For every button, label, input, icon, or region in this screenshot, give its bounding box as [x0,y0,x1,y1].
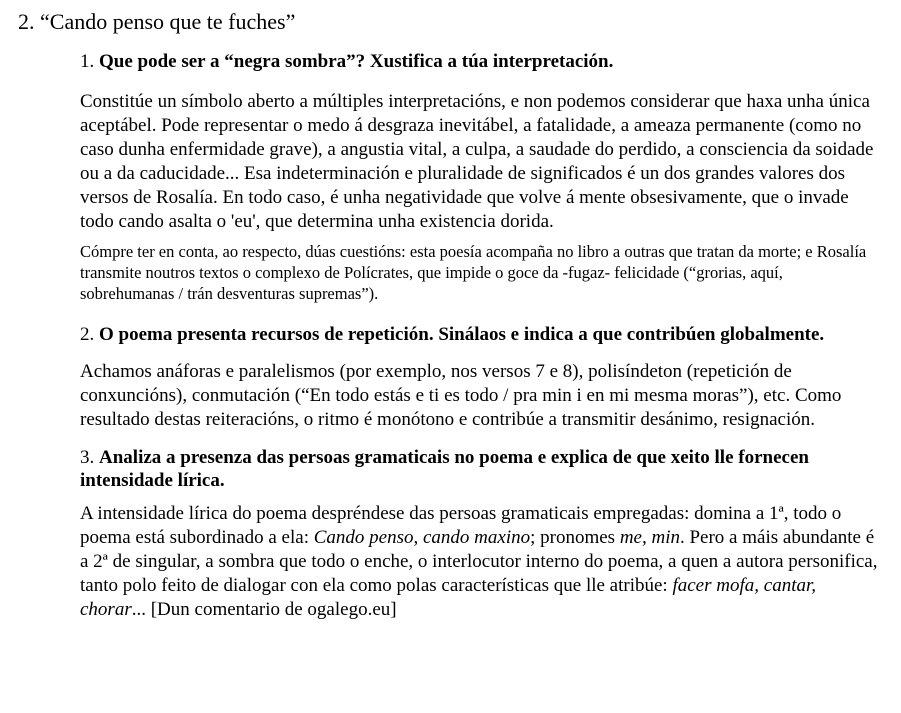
answer-1: Constitúe un símbolo aberto a múltiples interpretacións, e non podemos considerar que haxa unha única aceptábel. Pode representar o medo á desgraza inevitábel, a fatalidade, a ameaza permanente (como no caso dunha enfermidade grave), a angustia vital, a culpa, a saudade do perdido, a consciencia da soidade ou a da caducidade... Esa indeterminación e pluralidade de significados é un dos grandes valores dos versos de Rosalía. En todo caso, é unha negatividade que volve á mente obsesivamente, que o invade todo cando asalta o 'eu', que determina unha existencia dorida. [80,91,874,232]
answer-1-note: Cómpre ter en conta, ao respecto, dúas cuestións: esta poesía acompaña no libro a outras que tratan da morte; e Rosalía transmite noutros textos o complexo de Polícrates, que impide o goce da -fugaz- felicidade (“grorias, aquí, sobrehumanas / trán desventuras supremas”). [80,242,867,303]
answer-3-italic-3: facer mofa, cantar, chorar [80,575,817,620]
question-2-text: O poema presenta recursos de repetición. Sinálaos e indica a que contribúen globalmente. [99,324,825,345]
question-2 [80,323,880,346]
answer-3-part-5: . Pero a máis abundante é a 2ª de singular, a sombra que todo o enche, o interlocutor interno do poema, a quen a autora personifica, tanto polo feito de dialogar con ela como polas características que lle atribúe: [80,527,878,596]
answer-3-part-1: A intensidade lírica do poema despréndese das persoas gramaticais empregadas: domina a 1ª, todo o poema está subordinado a ela: [80,503,842,548]
answer-3-part-7: ... [Dun comentario de ogalego.eu] [131,599,397,620]
question-3-number: 3. [80,447,95,468]
question-1 [80,50,880,73]
question-3-text: Analiza a presenza das persoas gramaticais no poema e explica de que xeito lle fornecen intensidade lírica. [80,447,809,491]
section-number: 2. [18,9,35,34]
answer-3 [80,502,880,622]
answer-3-part-3: ; pronomes [530,527,620,548]
question-1-text: Que pode ser a “negra sombra”? Xustifica a túa interpretación. [99,51,614,72]
document-body [80,50,880,622]
question-1-number: 1. [80,51,95,72]
answer-2: Achamos anáforas e paralelismos (por exemplo, nos versos 7 e 8), polisíndeton (repetición de conxuncións), conmutación (“En todo estás e ti es todo / pra min i en mi mesma moras”), etc. Como resultado destas reiteracións, o ritmo é monótono e contribúe a transmitir desánimo, resignación. [80,361,842,430]
section-heading [18,8,295,36]
answer-3-italic-1: Cando penso, cando maxino [313,527,531,548]
question-2-number: 2. [80,324,95,345]
question-3 [80,446,880,492]
section-title: “Cando penso que te fuches” [40,9,296,34]
answer-3-italic-2: me, min [619,527,680,548]
